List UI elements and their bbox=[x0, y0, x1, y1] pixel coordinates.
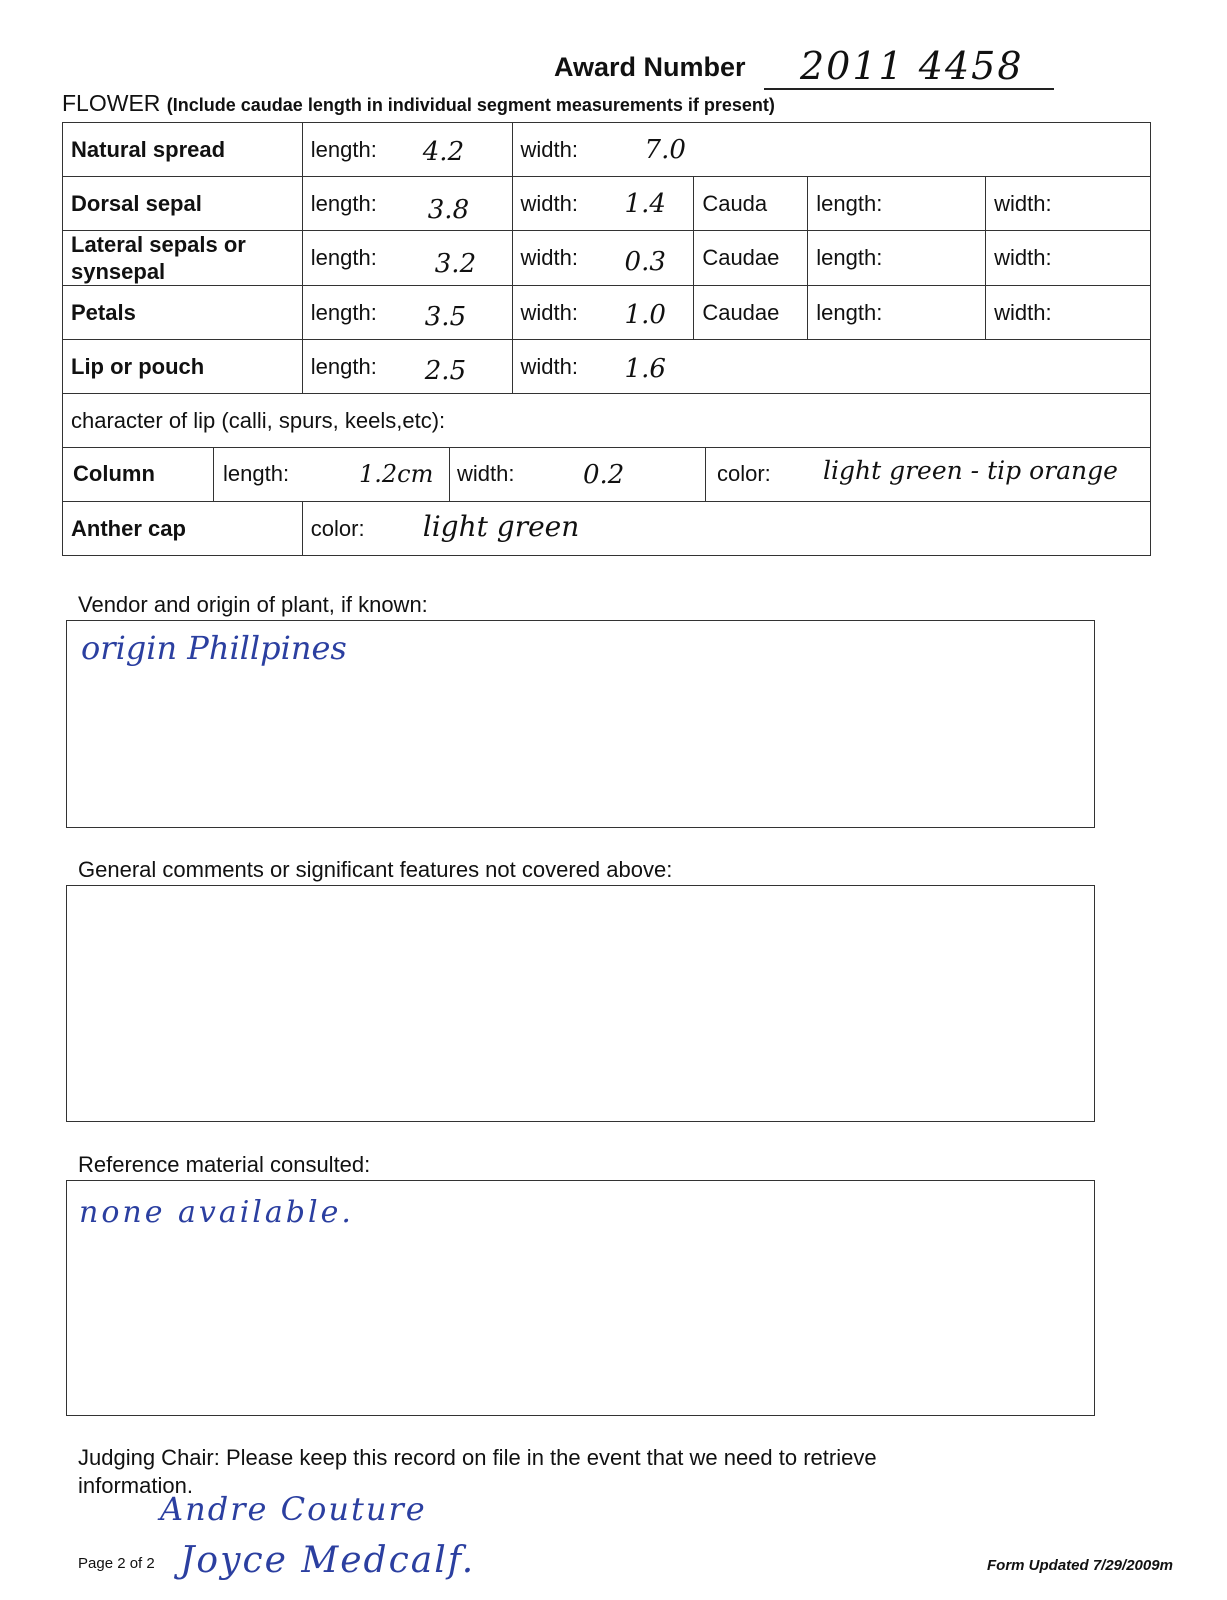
reference-box[interactable] bbox=[66, 1180, 1095, 1416]
width-value[interactable]: 1.0 bbox=[624, 300, 666, 330]
reference-value[interactable]: none available. bbox=[79, 1195, 354, 1230]
cauda-label: Caudae bbox=[694, 286, 808, 340]
cauda-length-cell[interactable]: length: bbox=[808, 286, 986, 340]
flower-note: (Include caudae length in individual segment measurements if present) bbox=[166, 95, 775, 115]
row-label: Petals bbox=[63, 286, 303, 340]
width-cell[interactable] bbox=[512, 177, 694, 231]
row-column bbox=[63, 448, 1151, 502]
width-label: width: bbox=[520, 299, 579, 325]
cauda-width-cell[interactable]: width: bbox=[986, 177, 1151, 231]
signature-1: Andre Couture bbox=[160, 1490, 427, 1528]
width-value[interactable]: 1.4 bbox=[624, 189, 666, 219]
width-label: width: bbox=[520, 136, 579, 162]
flower-word: FLOWER bbox=[62, 90, 161, 116]
length-label: length: bbox=[310, 299, 377, 325]
cauda-label: Caudae bbox=[694, 231, 808, 286]
width-value[interactable]: 0.3 bbox=[624, 247, 666, 277]
anther-color-label: color: bbox=[310, 515, 365, 541]
width-value[interactable]: 1.6 bbox=[624, 354, 666, 384]
length-cell[interactable] bbox=[302, 123, 512, 177]
column-length-value[interactable]: 1.2cm bbox=[359, 460, 434, 488]
page-number: Page 2 of 2 bbox=[78, 1555, 155, 1572]
width-label: width: bbox=[520, 353, 579, 379]
row-petals bbox=[63, 286, 1151, 340]
award-number-line bbox=[764, 88, 1054, 90]
form-updated: Form Updated 7/29/2009m bbox=[987, 1557, 1173, 1574]
width-cell[interactable] bbox=[512, 340, 1150, 394]
anther-label: Anther cap bbox=[63, 502, 303, 556]
row-natural-spread bbox=[63, 123, 1151, 177]
judging-note-line2: information. bbox=[78, 1473, 193, 1498]
length-value[interactable]: 2.5 bbox=[424, 356, 467, 386]
width-label: width: bbox=[520, 245, 579, 270]
width-cell[interactable] bbox=[512, 123, 1150, 177]
row-label: Natural spread bbox=[63, 123, 303, 177]
width-cell[interactable] bbox=[512, 231, 694, 286]
length-value[interactable]: 3.5 bbox=[424, 302, 467, 332]
length-label: length: bbox=[310, 136, 377, 162]
anther-color-cell[interactable] bbox=[302, 502, 1150, 556]
cauda-length-cell[interactable]: length: bbox=[808, 177, 986, 231]
lip-character-cell[interactable]: character of lip (calli, spurs, keels,etc): bbox=[63, 394, 1151, 448]
vendor-label: Vendor and origin of plant, if known: bbox=[78, 592, 428, 617]
column-color-value[interactable]: light green - tip orange bbox=[823, 456, 1118, 485]
length-label: length: bbox=[310, 353, 377, 379]
row-lip bbox=[63, 340, 1151, 394]
comments-label: General comments or significant features not covered above: bbox=[78, 857, 673, 882]
cauda-label: Cauda bbox=[694, 177, 808, 231]
row-dorsal-sepal bbox=[63, 177, 1151, 231]
cauda-width-cell[interactable]: width: bbox=[986, 286, 1151, 340]
length-cell[interactable] bbox=[302, 286, 512, 340]
length-cell[interactable] bbox=[302, 340, 512, 394]
vendor-box[interactable] bbox=[66, 620, 1095, 828]
row-label: Lip or pouch bbox=[63, 340, 303, 394]
length-value[interactable]: 3.2 bbox=[434, 249, 477, 279]
length-value[interactable]: 3.8 bbox=[427, 195, 470, 225]
length-label: length: bbox=[310, 190, 377, 216]
measurements-table bbox=[62, 122, 1151, 556]
comments-box[interactable] bbox=[66, 885, 1095, 1122]
cauda-length-cell[interactable]: length: bbox=[808, 231, 986, 286]
row-label: Dorsal sepal bbox=[63, 177, 303, 231]
row-anther-cap bbox=[63, 502, 1151, 556]
award-number-value[interactable]: 2011 4458 bbox=[800, 44, 1024, 88]
length-cell[interactable] bbox=[302, 231, 512, 286]
reference-label: Reference material consulted: bbox=[78, 1152, 371, 1177]
width-value[interactable]: 7.0 bbox=[644, 135, 686, 165]
column-label: Column bbox=[73, 461, 155, 486]
anther-color-value[interactable]: light green bbox=[422, 510, 580, 543]
length-label: length: bbox=[310, 245, 377, 270]
column-length-label: length: bbox=[223, 461, 290, 486]
column-width-label: width: bbox=[457, 461, 515, 486]
column-width-value[interactable]: 0.2 bbox=[583, 460, 625, 490]
cauda-width-cell[interactable]: width: bbox=[986, 231, 1151, 286]
width-label: width: bbox=[520, 190, 579, 216]
award-number-label: Award Number bbox=[554, 52, 746, 82]
row-lip-character bbox=[63, 394, 1151, 448]
signature-2: Joyce Medcalf. bbox=[180, 1540, 476, 1581]
length-value[interactable]: 4.2 bbox=[422, 137, 465, 167]
width-cell[interactable] bbox=[512, 286, 694, 340]
length-cell[interactable] bbox=[302, 177, 512, 231]
row-label: Lateral sepals or synsepal bbox=[63, 231, 303, 286]
vendor-value[interactable]: origin Phillpines bbox=[81, 629, 347, 667]
row-lateral-sepals bbox=[63, 231, 1151, 286]
column-color-label: color: bbox=[717, 461, 771, 486]
judging-note-line1: Judging Chair: Please keep this record on file in the event that we need to retrieve bbox=[78, 1445, 877, 1470]
flower-heading bbox=[62, 90, 775, 117]
